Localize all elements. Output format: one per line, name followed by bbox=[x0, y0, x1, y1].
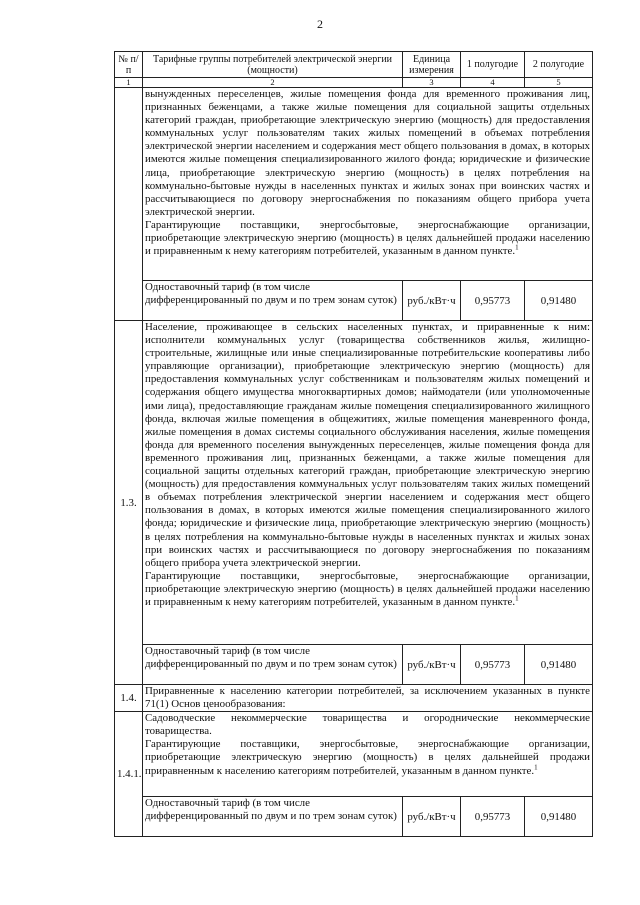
tariff-table bbox=[114, 51, 593, 837]
tariff-label: Одноставочный тариф (в том числе дифференцированный по двум и по трем зонам суток) bbox=[143, 281, 403, 321]
half1-value: 0,95773 bbox=[461, 797, 525, 837]
header-num: № п/п bbox=[115, 52, 143, 78]
category-text: Садоводческие некоммерческие товарищества и огороднические некоммерческие товарищества. bbox=[145, 712, 590, 738]
header-half1: 1 полугодие bbox=[461, 52, 525, 78]
guarantee-text: Гарантирующие поставщики, энергосбытовые, энергоснабжающие организации, приобретающие электрическую энергию (мощность) в целях дальнейшей продажи населению и приравненным к нему категориям потребителей, указанным в данном пункте. bbox=[145, 218, 590, 258]
guarantee-text: Гарантирующие поставщики, энергосбытовые, энергоснабжающие организации, приобретающие электрическую энергию (мощность) в целях дальнейшей продажи приравненным к населению категориям потребителей, указанным в данном пункте. bbox=[145, 738, 590, 777]
footnote-mark: 1 bbox=[534, 762, 538, 771]
col-number: 3 bbox=[403, 78, 461, 88]
column-number-row bbox=[115, 78, 593, 88]
tariff-label: Одноставочный тариф (в том числе дифференцированный по двум и по трем зонам суток) bbox=[143, 797, 403, 837]
header-groups: Тарифные группы потребителей электрической энергии (мощности) bbox=[143, 52, 403, 78]
page-number: 2 bbox=[317, 17, 323, 31]
table-row bbox=[115, 321, 593, 645]
unit-cell: руб./кВт·ч bbox=[403, 281, 461, 321]
half1-value: 0,95773 bbox=[461, 645, 525, 685]
half1-value: 0,95773 bbox=[461, 281, 525, 321]
table-row bbox=[115, 797, 593, 837]
category-description bbox=[143, 321, 593, 645]
table-row bbox=[115, 88, 593, 281]
col-number: 2 bbox=[143, 78, 403, 88]
row-number: 1.4.1. bbox=[115, 712, 143, 837]
table-row bbox=[115, 712, 593, 797]
unit-cell: руб./кВт·ч bbox=[403, 797, 461, 837]
category-description bbox=[143, 712, 593, 797]
col-number: 1 bbox=[115, 78, 143, 88]
header-half2: 2 полугодие bbox=[525, 52, 593, 78]
guarantee-text: Гарантирующие поставщики, энергосбытовые, энергоснабжающие организации, приобретающие электрическую энергию (мощность) в целях дальнейшей продажи населению и приравненным к нему категориям потребителей, указанным в данном пункте. bbox=[145, 569, 590, 608]
category-text: вынужденных переселенцев, жилые помещения фонда для временного проживания лиц, признанных беженцами, а также жилые помещения для социальной защиты отдельных категорий граждан, приобретающие электрическую энергию (мощность) для предоставления коммунальных услуг пользователям таких жилых помещений в объемах потребления электрической энергии населением и содержания мест общего пользования в домах, в которых имеются жилые помещения специализированного жилого фонда; юридические и физические лица, приобретающие электрическую энергию (мощность) в целях потребления на коммунально-бытовые нужды в населенных пунктах и жилых зонах при воинских частях и рассчитывающиеся по договору энергоснабжения по показаниям общего прибора учета электрической энергии. bbox=[145, 88, 590, 218]
table-header-row bbox=[115, 52, 593, 78]
category-text: Приравненные к населению категории потребителей, за исключением указанных в пункте 71(1) Основ ценообразования: bbox=[143, 685, 593, 712]
table-row bbox=[115, 281, 593, 321]
col-number: 4 bbox=[461, 78, 525, 88]
table-row bbox=[115, 685, 593, 712]
footnote-mark: 1 bbox=[515, 243, 519, 252]
table-row bbox=[115, 645, 593, 685]
half2-value: 0,91480 bbox=[525, 645, 593, 685]
category-description bbox=[143, 88, 593, 281]
row-number: 1.4. bbox=[115, 685, 143, 712]
unit-cell: руб./кВт·ч bbox=[403, 645, 461, 685]
category-text: Население, проживающее в сельских населенных пунктах, и приравненные к ним: исполнители коммунальных услуг (товарищества собственников жилья, жилищно-строительные, жилищные или иные специализированные потребительские кооперативы либо управляющие организации), приобретающие электрическую энергию (мощность) для предоставления коммунальных услуг собственникам и пользователям жилых помещений и содержания общего имущества многоквартирных домов; наймодатели (или уполномоченные ими лица), предоставляющие гражданам жилые помещения специализированного жилищного фонда, включая жилые помещения в общежитиях, жилые помещения маневренного фонда, жилые помещения в домах системы социального обслуживания населения, жилые помещения фонда для временного поселения вынужденных переселенцев, жилые помещения фонда для временного проживания лиц, признанных беженцами, а также жилые помещения для социальной защиты отдельных категорий граждан, приобретающие электрическую энергию (мощность) для предоставления коммунальных услуг пользователям таких жилых помещений в объемах потребления электрической энергии населением и содержания мест общего пользования в домах, в которых имеются жилые помещения специализированного жилого фонда; юридические и физические лица, приобретающие электрическую энергию (мощность) в целях потребления на коммунально-бытовые нужды в населенных пунктах и жилых зонах при воинских частях и рассчитывающиеся по договору энергоснабжения по показаниям общего прибора учета электрической энергии. bbox=[145, 321, 590, 569]
half2-value: 0,91480 bbox=[525, 797, 593, 837]
col-number: 5 bbox=[525, 78, 593, 88]
tariff-label: Одноставочный тариф (в том числе дифференцированный по двум и по трем зонам суток) bbox=[143, 645, 403, 685]
header-unit: Единица измерения bbox=[403, 52, 461, 78]
row-number: 1.3. bbox=[115, 321, 143, 685]
half2-value: 0,91480 bbox=[525, 281, 593, 321]
row-number bbox=[115, 88, 143, 321]
footnote-mark: 1 bbox=[515, 594, 519, 603]
